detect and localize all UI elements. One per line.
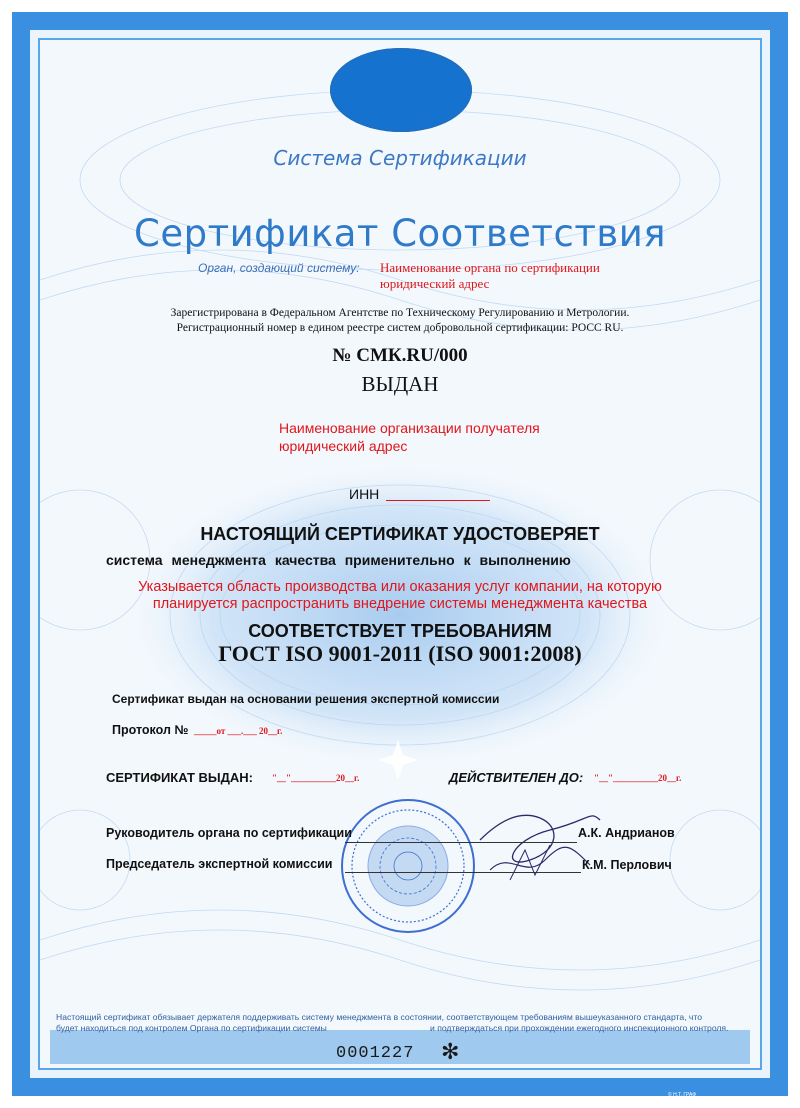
- serial-mark-icon: ✻: [441, 1040, 460, 1065]
- top-seal-emblem: [330, 48, 472, 132]
- organ-value: Наименование органа по сертификации: [380, 260, 600, 275]
- footer-note-line-2b: и подтверждаться при прохождении ежегодного инспекционного контроля.: [430, 1023, 729, 1033]
- protocol-label: Протокол №: [112, 723, 189, 737]
- basis-text: Сертификат выдан на основании решения экспертной комиссии: [112, 692, 500, 706]
- issued-date-fill: "__"__________20__г.: [272, 773, 360, 783]
- qms-text: система менеджмента качества применительно к выполнению: [106, 552, 571, 568]
- valid-label: ДЕЙСТВИТЕЛЕН ДО:: [449, 770, 584, 785]
- protocol-fill: _____от ___.___ 20__г.: [194, 726, 283, 736]
- footer-note-line-2a: будет находиться под контролем Органа по сертификации системы: [56, 1023, 327, 1033]
- registration-line-1: Зарегистрирована в Федеральном Агентстве по Техническому Регулированию и Метрологии.: [170, 307, 630, 319]
- serial-number: 0001227: [336, 1044, 415, 1063]
- valid-date-fill: "__"__________20__г.: [594, 773, 682, 783]
- head-name: А.К. Андрианов: [578, 826, 675, 840]
- signature-line-chair: [345, 872, 581, 873]
- standard-name: ГОСТ ISO 9001-2011 (ISO 9001:2008): [218, 641, 582, 666]
- main-title: Сертификат Соответствия: [134, 212, 666, 255]
- recipient-address: юридический адрес: [279, 438, 408, 454]
- inn-field-line: [386, 500, 490, 501]
- signature-line-head: [345, 842, 577, 843]
- organ-address: юридический адрес: [380, 276, 490, 291]
- organ-label: Орган, создающий систему:: [198, 261, 360, 275]
- chair-name: К.М. Перлович: [582, 858, 672, 872]
- issued-label: СЕРТИФИКАТ ВЫДАН:: [106, 770, 253, 785]
- inn-label: ИНН: [349, 486, 380, 502]
- issued-heading: ВЫДАН: [361, 372, 439, 396]
- printer-mark: © Н.Т. ГРАФ: [668, 1092, 697, 1098]
- certifies-heading: НАСТОЯЩИЙ СЕРТИФИКАТ УДОСТОВЕРЯЕТ: [200, 524, 600, 544]
- handwritten-signature: [470, 790, 610, 890]
- scope-line-1: Указывается область производства или оказания услуг компании, на которую: [138, 579, 662, 595]
- head-label: Руководитель органа по сертификации: [106, 826, 352, 840]
- chair-label: Председатель экспертной комиссии: [106, 857, 333, 871]
- recipient-name: Наименование организации получателя: [279, 420, 540, 436]
- conforms-heading: СООТВЕТСТВУЕТ ТРЕБОВАНИЯМ: [248, 621, 552, 641]
- certificate-number: № СМК.RU/000: [332, 345, 468, 366]
- round-stamp: [338, 796, 478, 936]
- system-title: Система Сертификации: [273, 146, 527, 170]
- scope-line-2: планируется распространить внедрение системы менеджмента качества: [152, 596, 648, 612]
- footer-note-line-1: Настоящий сертификат обязывает держателя поддерживать систему менеджмента в состоянии, соответствующем требованиям вышеуказанного стандарта, что: [56, 1012, 703, 1022]
- registration-line-2: Регистрационный номер в едином реестре систем добровольной сертификации: РОСС RU.: [176, 322, 624, 334]
